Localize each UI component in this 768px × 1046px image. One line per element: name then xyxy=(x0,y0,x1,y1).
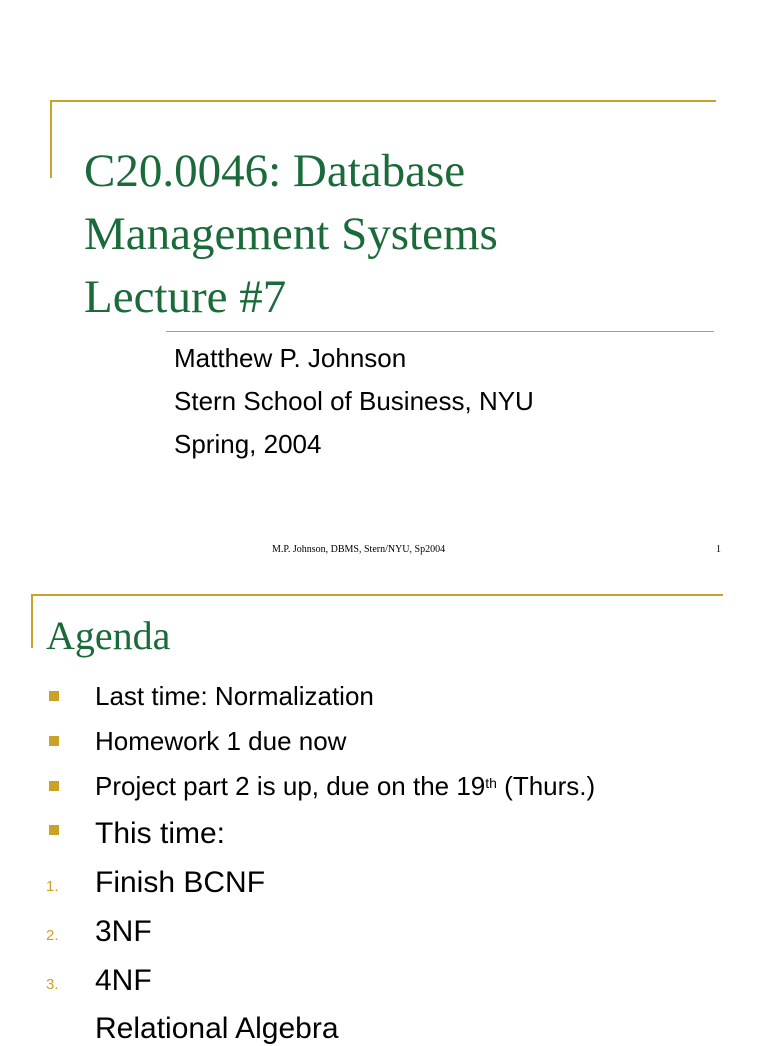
slide-title: Agenda xyxy=(46,613,171,658)
left-rule xyxy=(50,100,52,178)
item-number: 3. xyxy=(46,976,59,993)
top-rule xyxy=(50,100,716,102)
institution: Stern School of Business, NYU xyxy=(174,386,534,416)
square-bullet-icon xyxy=(49,691,59,701)
slide-2 xyxy=(0,588,768,1045)
bullet-text: Last time: Normalization xyxy=(95,681,374,711)
page-number: 1 xyxy=(716,544,721,555)
square-bullet-icon xyxy=(49,825,59,835)
author: Matthew P. Johnson xyxy=(174,343,407,373)
item-text: Finish BCNF xyxy=(95,866,266,899)
bullet-text-main: Project part 2 is up, due on the 19 xyxy=(95,771,486,801)
slide-footer: M.P. Johnson, DBMS, Stern/NYU, Sp2004 xyxy=(272,544,446,555)
title-underline xyxy=(166,331,714,332)
title-line: C20.0046: Database xyxy=(84,145,466,197)
title-line: Lecture #7 xyxy=(84,271,287,323)
item-number: 1. xyxy=(46,878,59,895)
ordinal-suffix: th xyxy=(485,775,497,791)
slide-title xyxy=(84,140,724,329)
bullet-text-tail: (Thurs.) xyxy=(496,771,596,801)
bullet-text xyxy=(95,771,595,802)
subtitle xyxy=(174,337,534,466)
title-line: Management Systems xyxy=(84,208,498,260)
bullet-text: Homework 1 due now xyxy=(95,726,347,756)
item-text: Relational Algebra xyxy=(95,1012,339,1045)
term: Spring, 2004 xyxy=(174,429,322,459)
item-text: 4NF xyxy=(95,964,152,997)
item-number: 2. xyxy=(46,927,59,944)
top-rule xyxy=(31,594,723,596)
left-rule xyxy=(31,594,33,648)
bullet-text: This time: xyxy=(95,817,226,850)
item-text: 3NF xyxy=(95,915,152,948)
square-bullet-icon xyxy=(49,781,59,791)
square-bullet-icon xyxy=(49,736,59,746)
